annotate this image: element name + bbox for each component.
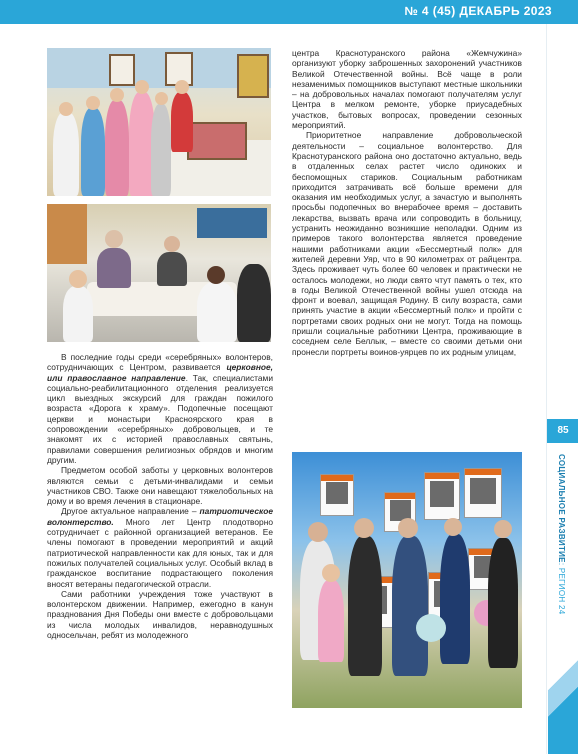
emphasis-text: патриотическое волонтерство.: [47, 506, 273, 527]
paragraph: Предметом особой заботы у церковных волонтеров являются семьи с детьми-инвалидами и семьи участников СВО. Также они навещают тяжелобольных на дому и во время лечения в стационаре.: [47, 465, 273, 507]
issue-label: № 4 (45) ДЕКАБРЬ 2023: [404, 4, 552, 18]
photo-church-children: [47, 48, 271, 196]
header-bar: [0, 0, 578, 24]
left-article-column: [47, 352, 273, 640]
text-run: Много лет Центр плодотворно сотрудничает с районной организацией ветеранов. Ее члены помогают в проведении мероприятий и акций патриотической направленности как для юных, так и для пожилых получателей социальных услуг. Особый вклад в гражданское воспитание подрастающего поколения вносят ветераны педагогической отрасли.: [47, 516, 273, 589]
paragraph: Приоритетное направление добровольческой деятельности – социальное волонтерство. Для Краснотуранского района оно достаточно актуально, ведь в отдаленных селах растет число одиноких и беспомощных стариков. Социальным работникам приходится затрачивать всё больше времени для оказания им необходимых услуг, а зачастую и выполнять просьбы подопечных во внерабочее время – доставить лекарства, вызвать врача или сопроводить в больницу, устранить неожиданно возникшие неполадки. Одним из примеров такого волонтерства является проведение нашими работниками акции «Бессмертный полк» для жителей деревни Уяр, что в 90 километрах от райцентра. Здесь проживает чуть более 60 человек и практически не осталось молодежи, но люди свято чтут память о тех, кто в годы Великой Отечественной войны ушел отсюда на фронт и воевал, защищая Родину. В силу возраста, сами принять участие в акции «Бессмертный полк» и пройти с портретами своих родных они не могут. Тогда на помощь пришли социальные работники Центра, проживающие в соседнем селе Беллык, – вместе со своими детьми они пронесли портреты воинов-уярцев по их родным улицам,: [292, 130, 522, 357]
section-title: [557, 454, 566, 614]
photo-immortal-regiment: [292, 452, 522, 708]
paragraph: [47, 506, 273, 588]
paragraph: [47, 352, 273, 465]
section-title-bold: СОЦИАЛЬНОЕ РАЗВИТИЕ: [557, 454, 566, 563]
text-run: В последние годы среди «серебряных» волонтеров, сотрудничающих с Центром, развивается: [47, 352, 273, 373]
decorative-stripe: [548, 650, 578, 754]
sidebar: [546, 24, 578, 754]
emphasis-text: церковное, или православное направление: [47, 362, 273, 383]
right-article-column: [292, 48, 522, 357]
section-title-rest: : РЕГИОН 24: [557, 562, 566, 615]
text-run: Другое актуальное направление –: [61, 506, 200, 517]
page-number: 85: [547, 419, 578, 443]
text-run: . Так, специалистами социально-реабилитационного отделения реализуется цикл выездных экскурсий для граждан пожилого возраста «Дорога к храму». Подопечные посещают церкви и монастыри Красноярского края в сопровождении «серебряных» добровольцев, и те знакомят их с историей православных святынь, правилами совершения религиозных обрядов и многим другим.: [47, 372, 273, 465]
photo-tea-party: [47, 204, 271, 342]
paragraph: центра Краснотуранского района «Жемчужина» организуют уборку заброшенных захоронений участников Великой Отечественной войны. Всё чаще в роли незаменимых помощников выступают местные школьники – на добровольных началах помогают получателям услуг Центра в мелком ремонте, уборке приусадебных участков, бытовых вопросах, проведении сезонных мероприятий.: [292, 48, 522, 131]
paragraph: Сами работники учреждения тоже участвуют в волонтерском движении. Например, ежегодно в канун празднования Дня Победы они вместе с добровольцами из числа молодых инвалидов, неравнодушных односельчан, ребят из молодежного: [47, 588, 273, 641]
